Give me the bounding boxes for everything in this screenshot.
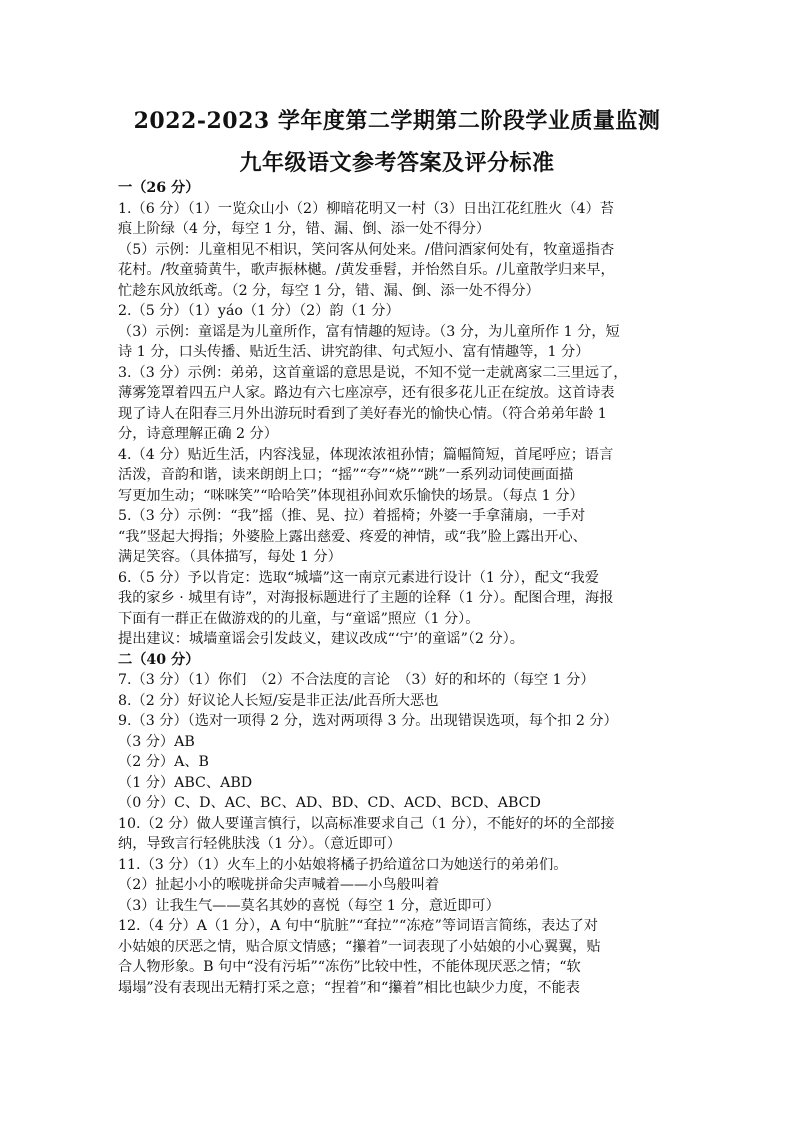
answer-line: （3）示例：童谣是为儿童所作，富有情趣的短诗。（3 分，为儿童所作 1 分，短 — [118, 323, 620, 340]
answer-line: 我的家乡 · 城里有诗”，对海报标题进行了主题的诠释（1 分）。配图合理，海报 — [118, 590, 614, 606]
answer-line: 8.（2 分）好议论人长短/妄是非正法/此吾所大恶也 — [118, 692, 439, 709]
answer-line: 提出建议：城墙童谣会引发歧义，建议改成“‘宁’的童谣”（2 分）。 — [118, 631, 524, 647]
answer-line: 10.（2 分）做人要谨言慎行，以高标准要求自己（1 分），不能好的坏的全部接 — [118, 815, 615, 832]
document-title: 2022-2023 学年度第二学期第二阶段学业质量监测 — [133, 108, 661, 134]
answer-line: 活泼，音韵和谐，读来朗朗上口；“摇”“夸”“烧”“跳”一系列动词使画面描 — [118, 467, 574, 483]
answer-line: 痕上阶绿（4 分，每空 1 分，错、漏、倒、添一处不得分） — [118, 221, 491, 237]
answer-line: 花村。/牧童骑黄牛，歌声振林樾。/黄发垂髫，并怡然自乐。/儿童散学归来早， — [118, 262, 615, 278]
answer-line: 分，诗意理解正确 2 分） — [118, 426, 278, 442]
answer-line: （5）示例：儿童相见不相识，笑问客从何处来。/借问酒家何处有，牧童遥指杏 — [118, 241, 615, 258]
answer-line: 下面有一群正在做游戏的的儿童，与“童谣”照应（1 分）。 — [118, 610, 480, 627]
answer-line: 小姑娘的厌恶之情，贴合原文情感；“攥着”一词表现了小姑娘的小心翼翼，贴 — [118, 938, 601, 955]
answer-line: （2 分）A、B — [118, 754, 209, 770]
answer-line: （1 分）ABC、ABD — [118, 774, 253, 791]
answer-body — [118, 178, 678, 998]
answer-line: 诗 1 分，口头传播、贴近生活、讲究韵律、句式短小、富有情趣等，1 分） — [118, 344, 590, 360]
answer-line: 写更加生动；“咪咪笑”“哈哈笑”体现祖孙间欢乐愉快的场景。（每点 1 分） — [118, 487, 584, 504]
answer-line: 满足笑容。（具体描写，每处 1 分） — [118, 549, 342, 565]
answer-line: 2.（5 分）（1）yáo（1 分）（2）韵（1 分） — [118, 303, 400, 319]
answer-line: 现了诗人在阳春三月外出游玩时看到了美好春光的愉快心情。（符合弟弟年龄 1 — [118, 405, 607, 422]
answer-line: 11.（3 分）（1）火车上的小姑娘将橘子扔给道岔口为她送行的弟弟们。 — [118, 856, 568, 873]
document-subtitle: 九年级语文参考答案及评分标准 — [239, 150, 555, 176]
answer-line: （3 分）AB — [118, 733, 195, 750]
answer-line: 12.（4 分）A（1 分），A 句中“肮脏”“耷拉”“冻疮”等词语言简练，表达了对 — [118, 918, 598, 934]
answer-line: 纳，导致言行轻佻肤浅（1 分）。（意近即可） — [118, 836, 402, 852]
answer-line: （2）扯起小小的喉咙拼命尖声喊着——小鸟般叫着 — [118, 877, 440, 893]
answer-line: 忙趁东风放纸鸢。（2 分，每空 1 分，错、漏、倒、添一处不得分） — [118, 282, 540, 299]
answer-line: 薄雾笼罩着四五户人家。路边有六七座凉亭，还有很多花儿正在绽放。这首诗表 — [118, 385, 615, 401]
section-heading: 一（26 分） — [118, 180, 200, 196]
answer-line: （0 分）C、D、AC、BC、AD、BD、CD、ACD、BCD、ABCD — [118, 795, 541, 811]
answer-line: 1.（6 分）（1）一览众山小（2）柳暗花明又一村（3）日出江花红胜火（4）苔 — [118, 200, 614, 217]
answer-line: 合人物形象。B 句中“没有污垢”“冻伤”比较中性，不能体现厌恶之情；“软 — [118, 959, 581, 975]
answer-line: 7.（3 分）（1）你们 （2）不合法度的言论 （3）好的和坏的（每空 1 分） — [118, 672, 595, 688]
answer-line: 4.（4 分）贴近生活，内容浅显，体现浓浓祖孙情；篇幅简短，首尾呼应；语言 — [118, 446, 614, 463]
answer-line: “我”竖起大拇指；外婆脸上露出慈爱、疼爱的神情，或“我”脸上露出开心、 — [118, 528, 587, 545]
section-heading: 二（40 分） — [118, 651, 200, 668]
answer-line: 3.（3 分）示例：弟弟，这首童谣的意思是说，不知不觉一走就离家二三里远了， — [118, 364, 628, 381]
answer-line: 6.（5 分）予以肯定：选取“城墙”这一南京元素进行设计（1 分），配文“我爱 — [118, 569, 599, 586]
answer-line: 5.（3 分）示例：“我”摇（推、晃、拉）着摇椅；外婆一手拿蒲扇，一手对 — [118, 508, 586, 524]
answer-line: 塌塌”没有表现出无精打采之意；“捏着”和“攥着”相比也缺少力度，不能表 — [118, 979, 580, 996]
answer-line: 9.（3 分）（选对一项得 2 分，选对两项得 3 分。出现错误选项，每个扣 2 分） — [118, 713, 618, 729]
answer-line: （3）让我生气——莫名其妙的喜悦（每空 1 分，意近即可） — [118, 897, 500, 914]
